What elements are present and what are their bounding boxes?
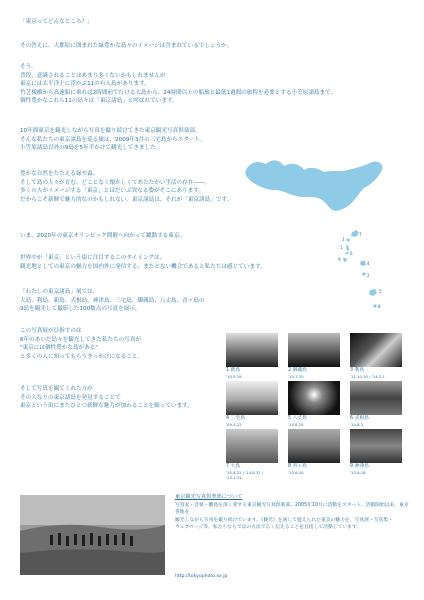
- group-photo-art: [20, 495, 165, 575]
- text-line: そして写真を観てくれた方が: [20, 386, 93, 392]
- photo-date: '11.10.30 / '14.2.1: [350, 373, 385, 379]
- photo-card-mikurajima: [288, 333, 340, 379]
- photo-caption: 3 利島: [350, 368, 365, 373]
- photo-card-miyakejima: [226, 381, 278, 427]
- text-line: 東京には太平洋上に浮かぶ11の有人島があります。: [20, 81, 150, 88]
- photo-date: '13.8.18: [350, 469, 366, 475]
- photo-card-hachijojima: [288, 381, 340, 427]
- text-line: 竹芝桟橋から高速船に乗れば2時間前で行ける大島から、24時間以上の船旅と最低1週間の旅程を必要とする小笠原諸島まで。: [20, 89, 337, 96]
- text-line: 個性豊かなこれら11の島々は「東京諸島」と呼ばれています。: [20, 98, 178, 105]
- photo-date: '13.8.20: [288, 469, 304, 475]
- photo-card-aogashima: [288, 429, 340, 475]
- photo-caption: 2 御蔵島: [288, 368, 307, 373]
- photo-toshima: [350, 333, 402, 367]
- photo-card-oshima: [226, 429, 278, 480]
- map-label-4: 4: [367, 261, 370, 266]
- photo-card-kozushima: [350, 429, 402, 475]
- tokyo-map: [244, 140, 394, 312]
- text-line: そして島の人々が育む、どことなく懐かしくてあたたかい生活の存在――。: [20, 179, 211, 186]
- map-label-6: 6: [350, 251, 353, 256]
- map-label-5: 5: [379, 289, 382, 294]
- text-line: 豊かな自然をたたえる緑や森、: [20, 171, 99, 177]
- about-club: [175, 494, 410, 579]
- photo-date: '09.3.22: [226, 421, 242, 427]
- map-label-2: 2: [367, 273, 370, 278]
- photo-shikinejima: [350, 381, 402, 415]
- text-line: 多くの人がイメージする「東京」とはだいぶ異なる姿がそこにあります。: [20, 188, 204, 195]
- text-line: そう。: [20, 64, 37, 70]
- photo-caption: 8 青ヶ島: [288, 464, 307, 469]
- photo-niijima: [226, 333, 278, 367]
- text-line: 東京という街にまたひとつ新鮮な魅力が加わることを願っています。: [20, 403, 193, 410]
- photo-caption: 1 新島: [226, 368, 241, 373]
- photo-card-toshima: [350, 333, 402, 379]
- photo-caption: 6 式根島: [350, 416, 369, 421]
- text-line: 大島、利島、新島、式根島、神津島、三宅島、御蔵島、八丈島、青ヶ島の: [20, 297, 205, 304]
- text-line: 「わたしの東京諸島」展では、: [20, 289, 99, 295]
- island-shikinejima: [346, 252, 349, 254]
- map-label-3: 3: [342, 237, 345, 242]
- text-line: 観光地としての東京の魅力を国内外に発信する、またとない機会であると私たちは感じています。: [20, 263, 266, 270]
- text-line: と多くの人に知ってもらうきっかけになること。: [20, 353, 144, 360]
- photo-caption: 5 八丈島: [288, 416, 307, 421]
- photo-card-shikinejima: [350, 381, 402, 427]
- photo-miyakejima: [226, 381, 278, 415]
- photo-kozushima: [350, 429, 402, 463]
- intro-question-block: [20, 42, 320, 51]
- text-line: ウェブページ等、私たちならではの方法で広く伝えることを目指して活動しています。: [175, 524, 362, 530]
- intro-heading: 「東京ってどんなところ？」: [20, 19, 93, 25]
- about-title[interactable]: 東京観光写真倶楽部について: [175, 494, 243, 500]
- photo-mikurajima: [288, 333, 340, 367]
- island-toshima: [346, 238, 349, 241]
- photo-oshima: [226, 429, 278, 463]
- group-photo: [20, 495, 165, 575]
- photo-date: '10.9.19: [226, 373, 242, 379]
- text-line: だからこそ新鮮で魅力的なのかもしれない。東京諸島は、それが「東京諸島」です。: [20, 196, 233, 203]
- text-line: 写真家・音楽・離島を深く愛する東京観光写真倶楽部。2005年10月に活動をスタート。活動開始以来、東京各地を: [175, 503, 409, 516]
- tokyo-mainland-shape: [245, 160, 382, 210]
- intro-question: その答えに、大都原に囲まれた緑豊かな島々のイメージは含まれているでしょうか。: [20, 43, 233, 49]
- island-kozushima: [343, 258, 347, 262]
- island-aogashima: [373, 304, 376, 307]
- island-niijima: [346, 245, 349, 251]
- text-line: 10年間東京を観光しながら写真を撮り続けてきた東京観光写真倶楽部。: [20, 128, 201, 134]
- text-line: その人なりの東京諸島を発見することで: [20, 394, 121, 401]
- text-line: そんな私たちの東京諸島を巡る旅は、2009年3月の三宅島からスタート。: [20, 136, 206, 143]
- text-line: いま、2020年の東京オリンピック開催へ向かって躍動する東京。: [20, 233, 186, 239]
- island-miyakejima: [360, 261, 366, 266]
- intro: [20, 18, 320, 27]
- text-line: 普段、意識されることはあまり多くないかもしれませんが: [20, 72, 166, 79]
- photo-hachijojima: [288, 381, 340, 415]
- island-oshima: [351, 230, 359, 237]
- map-label-1: 1: [340, 245, 343, 250]
- map-label-7: 7: [359, 232, 362, 237]
- photo-date: '14.8.25: [288, 421, 304, 427]
- photo-caption: 4 三宅島: [226, 416, 245, 421]
- map-label-8: 8: [378, 304, 381, 309]
- club-url-link[interactable]: http://tokyophoto.xx.jp: [175, 574, 228, 579]
- text-line: 観光しながら写真を撮り続けています。《観光》を通して捉えられた東京の魅力を、写真展・写真集・: [175, 517, 393, 523]
- text-line: "東京には個性豊かな島がある": [20, 345, 98, 352]
- text-line: 小笠原諸島以外の9島を5年半かけて観光してきました。: [20, 145, 162, 152]
- text-line: この写真展が目指すのは: [20, 328, 82, 334]
- map-label-9: 9: [338, 257, 341, 262]
- photo-aogashima: [288, 429, 340, 463]
- photo-date: '14.8.3: [350, 421, 364, 427]
- photo-date: '10.7.10: [288, 373, 304, 379]
- text-line: 6年のあいだ島々を観光してきた私たちの写真が: [20, 336, 142, 343]
- photo-caption: 7 大島: [226, 464, 241, 469]
- photo-caption: 9 神津島: [350, 464, 369, 469]
- photo-card-niijima: [226, 333, 278, 379]
- island-mikurajima: [362, 272, 366, 275]
- section-islands: [20, 63, 337, 106]
- text-line: 9島を観光して撮影した100数点の写真を展示。: [20, 306, 141, 313]
- text-line: 世界中が「東京」という街に注目するこのタイミングは、: [20, 255, 166, 261]
- island-hachijojima: [369, 289, 377, 296]
- photo-date: '10.8.22 / '14.8.31 / '13.1.31: [226, 469, 264, 480]
